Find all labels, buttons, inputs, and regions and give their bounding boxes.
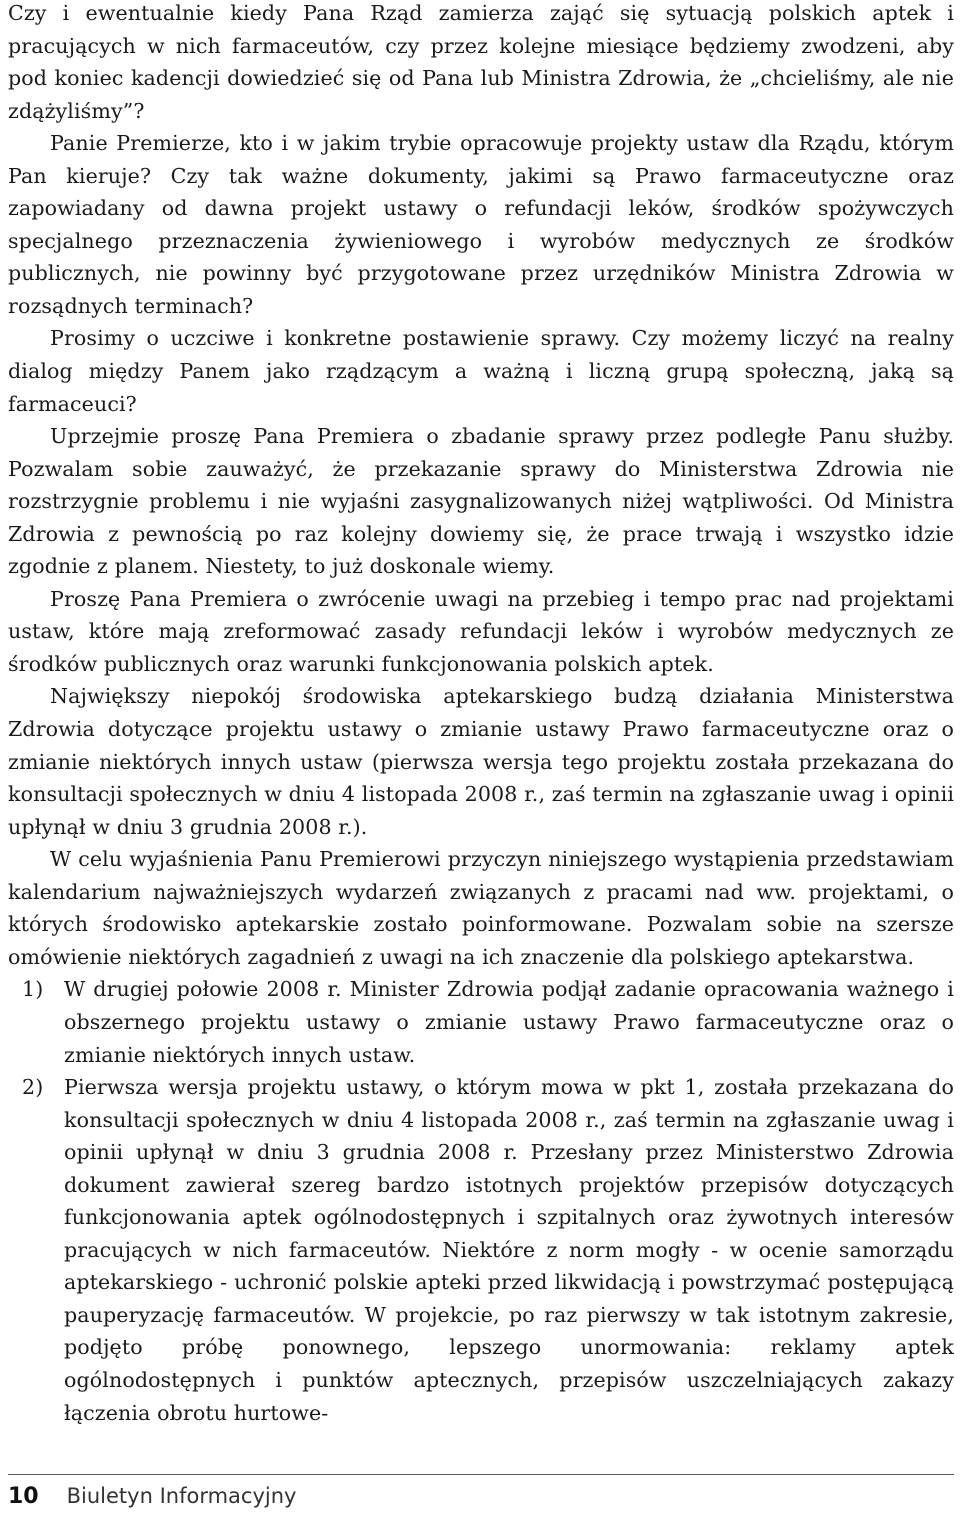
list-item — [8, 973, 954, 1071]
paragraph-2: Panie Premierze, kto i w jakim trybie opracowuje projekty ustaw dla Rządu, którym Pan kieruje? Czy tak ważne dokumenty, jakimi są Prawo farmaceutyczne oraz zapowiadany od dawna projekt ustawy o refundacji leków, środków spożywczych specjalnego przeznaczenia żywieniowego i wyrobów medycznych ze środków publicznych, nie powinny być przygotowane przez urzędników Ministra Zdrowia w rozsądnych terminach? — [8, 131, 954, 318]
paragraph-1: Czy i ewentualnie kiedy Pana Rząd zamierza zająć się sytuacją polskich aptek i pracujących w nich farmaceutów, czy przez kolejne miesiące będziemy zwodzeni, aby pod koniec kadencji dowiedzieć się od Pana lub Ministra Zdrowia, że „chcieliśmy, ale nie zdążyliśmy”? — [8, 1, 954, 123]
list-item-text: Pierwsza wersja projektu ustawy, o którym mowa w pkt 1, została przekazana do konsultacji społecznych w dniu 4 listopada 2008 r., zaś termin na zgłaszanie uwag i opinii upłynął w dniu 3 grudnia 2008 r. Przesłany przez Ministerstwo Zdrowia dokument zawierał szereg bardzo istotnych projektów przepisów dotyczących funkcjonowania aptek ogólnodostępnych i szpitalnych oraz żywotnych interesów pracujących w nich farmaceutów. Niektóre z norm mogły - w ocenie samorządu aptekarskiego - uchronić polskie apteki przed likwidacją i powstrzymać postępującą pauperyzację farmaceutów. W projekcie, po raz pierwszy w tak istotnym zakresie, podjęto próbę ponownego, lepszego unormowania: reklamy aptek ogólnodostępnych i punktów aptecznych, przepisów uszczelniających zakazy łączenia obrotu hurtowe- — [64, 1075, 954, 1425]
paragraph-6: Największy niepokój środowiska aptekarskiego budzą działania Ministerstwa Zdrowia dotyczące projektu ustawy o zmianie ustawy Prawo farmaceutyczne oraz o zmianie niektórych innych ustaw (pierwsza wersja tego projektu została przekazana do konsultacji społecznych w dniu 4 listopada 2008 r., zaś termin na zgłaszanie uwag i opinii upłynął w dniu 3 grudnia 2008 r.). — [8, 684, 954, 839]
list-item-number: 2) — [22, 1075, 44, 1100]
publication-name: Biuletyn Informacyjny — [66, 1484, 297, 1508]
page-number: 10 — [8, 1484, 39, 1509]
list-item-text: W drugiej połowie 2008 r. Minister Zdrowia podjął zadanie opracowania ważnego i obszernego projektu ustawy o zmianie ustawy Prawo farmaceutyczne oraz o zmianie niektórych innych ustaw. — [64, 977, 954, 1067]
page-footer — [8, 1484, 296, 1514]
paragraph-5: Proszę Pana Premiera o zwrócenie uwagi na przebieg i tempo prac nad projektami ustaw, które mają zreformować zasady refundacji leków i wyrobów medycznych ze środków publicznych oraz warunki funkcjonowania polskich aptek. — [8, 586, 954, 676]
paragraph-7: W celu wyjaśnienia Panu Premierowi przyczyn niniejszego wystąpienia przedstawiam kalendarium najważniejszych wydarzeń związanych z pracami nad ww. projektami, o których środowisko aptekarskie zostało poinformowane. Pozwalam sobie na szersze omówienie niektórych zagadnień z uwagi na ich znaczenie dla polskiego aptekarstwa. — [8, 847, 954, 969]
paragraph-3: Prosimy o uczciwe i konkretne postawienie sprawy. Czy możemy liczyć na realny dialog między Panem jako rządzącym a ważną i liczną grupą społeczną, jaką są farmaceuci? — [8, 326, 954, 416]
paragraph-4: Uprzejmie proszę Pana Premiera o zbadanie sprawy przez podległe Panu służby. Pozwalam sobie zauważyć, że przekazanie sprawy do Ministerstwa Zdrowia nie rozstrzygnie problemu i nie wyjaśni zasygnalizowanych niżej wątpliwości. Od Ministra Zdrowia z pewnością po raz kolejny dowiemy się, że prace trwają i wszystko idzie zgodnie z planem. Niestety, to już doskonale wiemy. — [8, 424, 954, 579]
footer-divider — [8, 1474, 954, 1475]
list-item-number: 1) — [22, 977, 44, 1002]
body-text — [8, 0, 954, 1429]
list-item — [8, 1071, 954, 1429]
